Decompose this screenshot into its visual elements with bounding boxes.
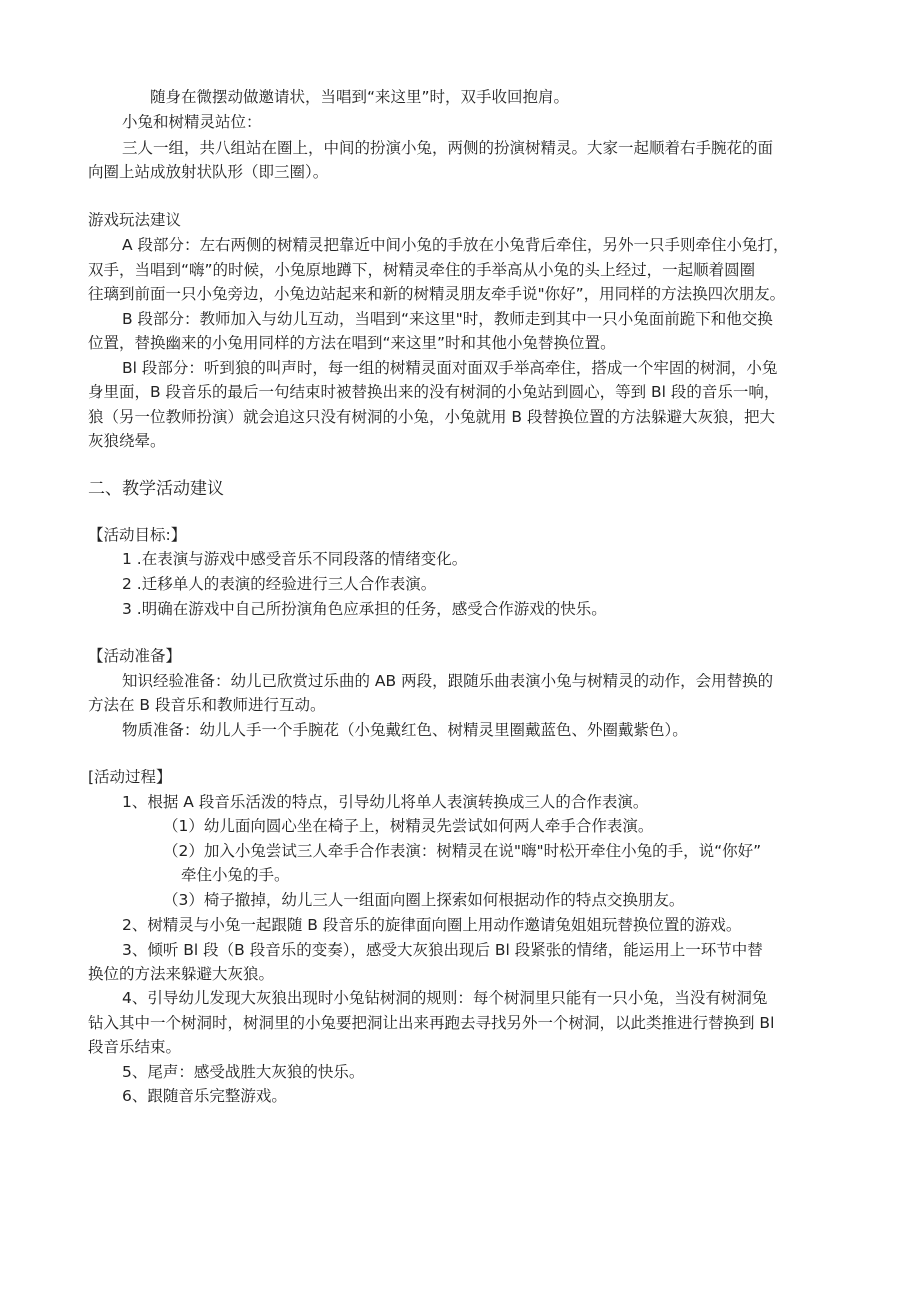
game-bl-line: 灰狼绕晕。: [88, 432, 166, 450]
process-substep: （1）幼儿面向圆心坐在椅子上，树精灵先尝试如何两人牵手合作表演。: [163, 817, 654, 835]
game-b-line: 位置，替换幽来的小兔用同样的方法在唱到“来这里”时和其他小兔替换位置。: [88, 334, 616, 352]
section-heading: 二、教学活动建议: [88, 479, 224, 499]
process-step: 3、倾听 Bl 段（B 段音乐的变奏），感受大灰狼出现后 Bl 段紧张的情绪，能运用上一环节中替: [122, 941, 763, 959]
goal-item: 3 .明确在游戏中自己所扮演角色应承担的任务，感受合作游戏的快乐。: [122, 600, 607, 618]
goal-item: 2 .迁移单人的表演的经验进行三人合作表演。: [122, 575, 437, 593]
prep-line: 知识经验准备：幼儿已欣赏过乐曲的 AB 两段，跟随乐曲表演小兔与树精灵的动作，会用替换的: [122, 672, 774, 690]
process-substep: （2）加入小兔尝试三人牵手合作表演：树精灵在说"嗨"时松开牵住小兔的手，说“你好”: [163, 842, 762, 860]
process-substep: （3）椅子撤掉，幼儿三人一组面向圈上探索如何根据动作的特点交换朋友。: [163, 891, 685, 909]
process-step: 换位的方法来躲避大灰狼。: [88, 965, 275, 983]
process-step: 段音乐结束。: [88, 1038, 182, 1056]
stand-title: 小兔和树精灵站位：: [122, 113, 262, 131]
stand-line: 向圈上站成放射状队形（即三圈）。: [88, 163, 329, 181]
game-a-line: A 段部分：左右两侧的树精灵把靠近中间小兔的手放在小兔背后牵住，另外一只手则牵住小兔打，: [122, 236, 789, 254]
intro-line: 随身在微摆动做邀请状，当唱到“来这里”时，双手收回抱肩。: [150, 88, 570, 106]
game-b-line: B 段部分：教师加入与幼儿互动，当唱到“来这里"时，教师走到其中一只小兔面前跪下和他交换: [122, 310, 773, 328]
game-a-line: 双手，当唱到“嗨”的时候，小兔原地蹲下，树精灵牵住的手举高从小兔的头上经过，一起顺着圆圈: [88, 261, 756, 279]
goals-title: 【活动目标:】: [88, 526, 187, 544]
game-title: 游戏玩法建议: [88, 211, 182, 229]
process-step: 钻入其中一个树洞时，树洞里的小兔要把洞让出来再跑去寻找另外一个树洞，以此类推进行替换到 Bl: [88, 1014, 775, 1032]
process-step: 1、根据 A 段音乐活泼的特点，引导幼儿将单人表演转换成三人的合作表演。: [122, 793, 649, 811]
game-bl-line: Bl 段部分：听到狼的叫声时，每一组的树精灵面对面双手举高牵住，搭成一个牢固的树洞，小兔: [122, 359, 778, 377]
process-substep: 牵住小兔的手。: [181, 866, 290, 884]
prep-title: 【活动准备】: [88, 647, 182, 665]
process-step: 5、尾声：感受战胜大灰狼的快乐。: [122, 1063, 365, 1081]
process-step: 6、跟随音乐完整游戏。: [122, 1087, 287, 1105]
goal-item: 1 .在表演与游戏中感受音乐不同段落的情绪变化。: [122, 550, 468, 568]
game-bl-line: 狼（另一位教师扮演）就会追这只没有树洞的小兔，小兔就用 B 段替换位置的方法躲避大灰狼，把大: [88, 408, 775, 426]
process-title: [活动过程】: [88, 768, 172, 786]
stand-line: 三人一组，共八组站在圈上，中间的扮演小兔，两侧的扮演树精灵。大家一起顺着右手腕花的面: [122, 139, 774, 157]
prep-line: 物质准备：幼儿人手一个手腕花（小兔戴红色、树精灵里圈戴蓝色、外圈戴紫色）。: [122, 721, 688, 739]
process-step: 4、引导幼儿发现大灰狼出现时小兔钻树洞的规则：每个树洞里只能有一只小兔，当没有树洞兔: [122, 989, 768, 1007]
game-bl-line: 身里面，B 段音乐的最后一句结束时被替换出来的没有树洞的小兔站到圆心，等到 Bl 段的音乐一响，: [88, 383, 780, 401]
game-a-line: 往璃到前面一只小兔旁边，小兔边站起来和新的树精灵朋友牵手说"你好”，用同样的方法换四次朋友。: [88, 285, 786, 303]
process-step: 2、树精灵与小兔一起跟随 B 段音乐的旋律面向圈上用动作邀请兔姐姐玩替换位置的游戏。: [122, 916, 742, 934]
prep-line: 方法在 B 段音乐和教师进行互动。: [88, 696, 326, 714]
